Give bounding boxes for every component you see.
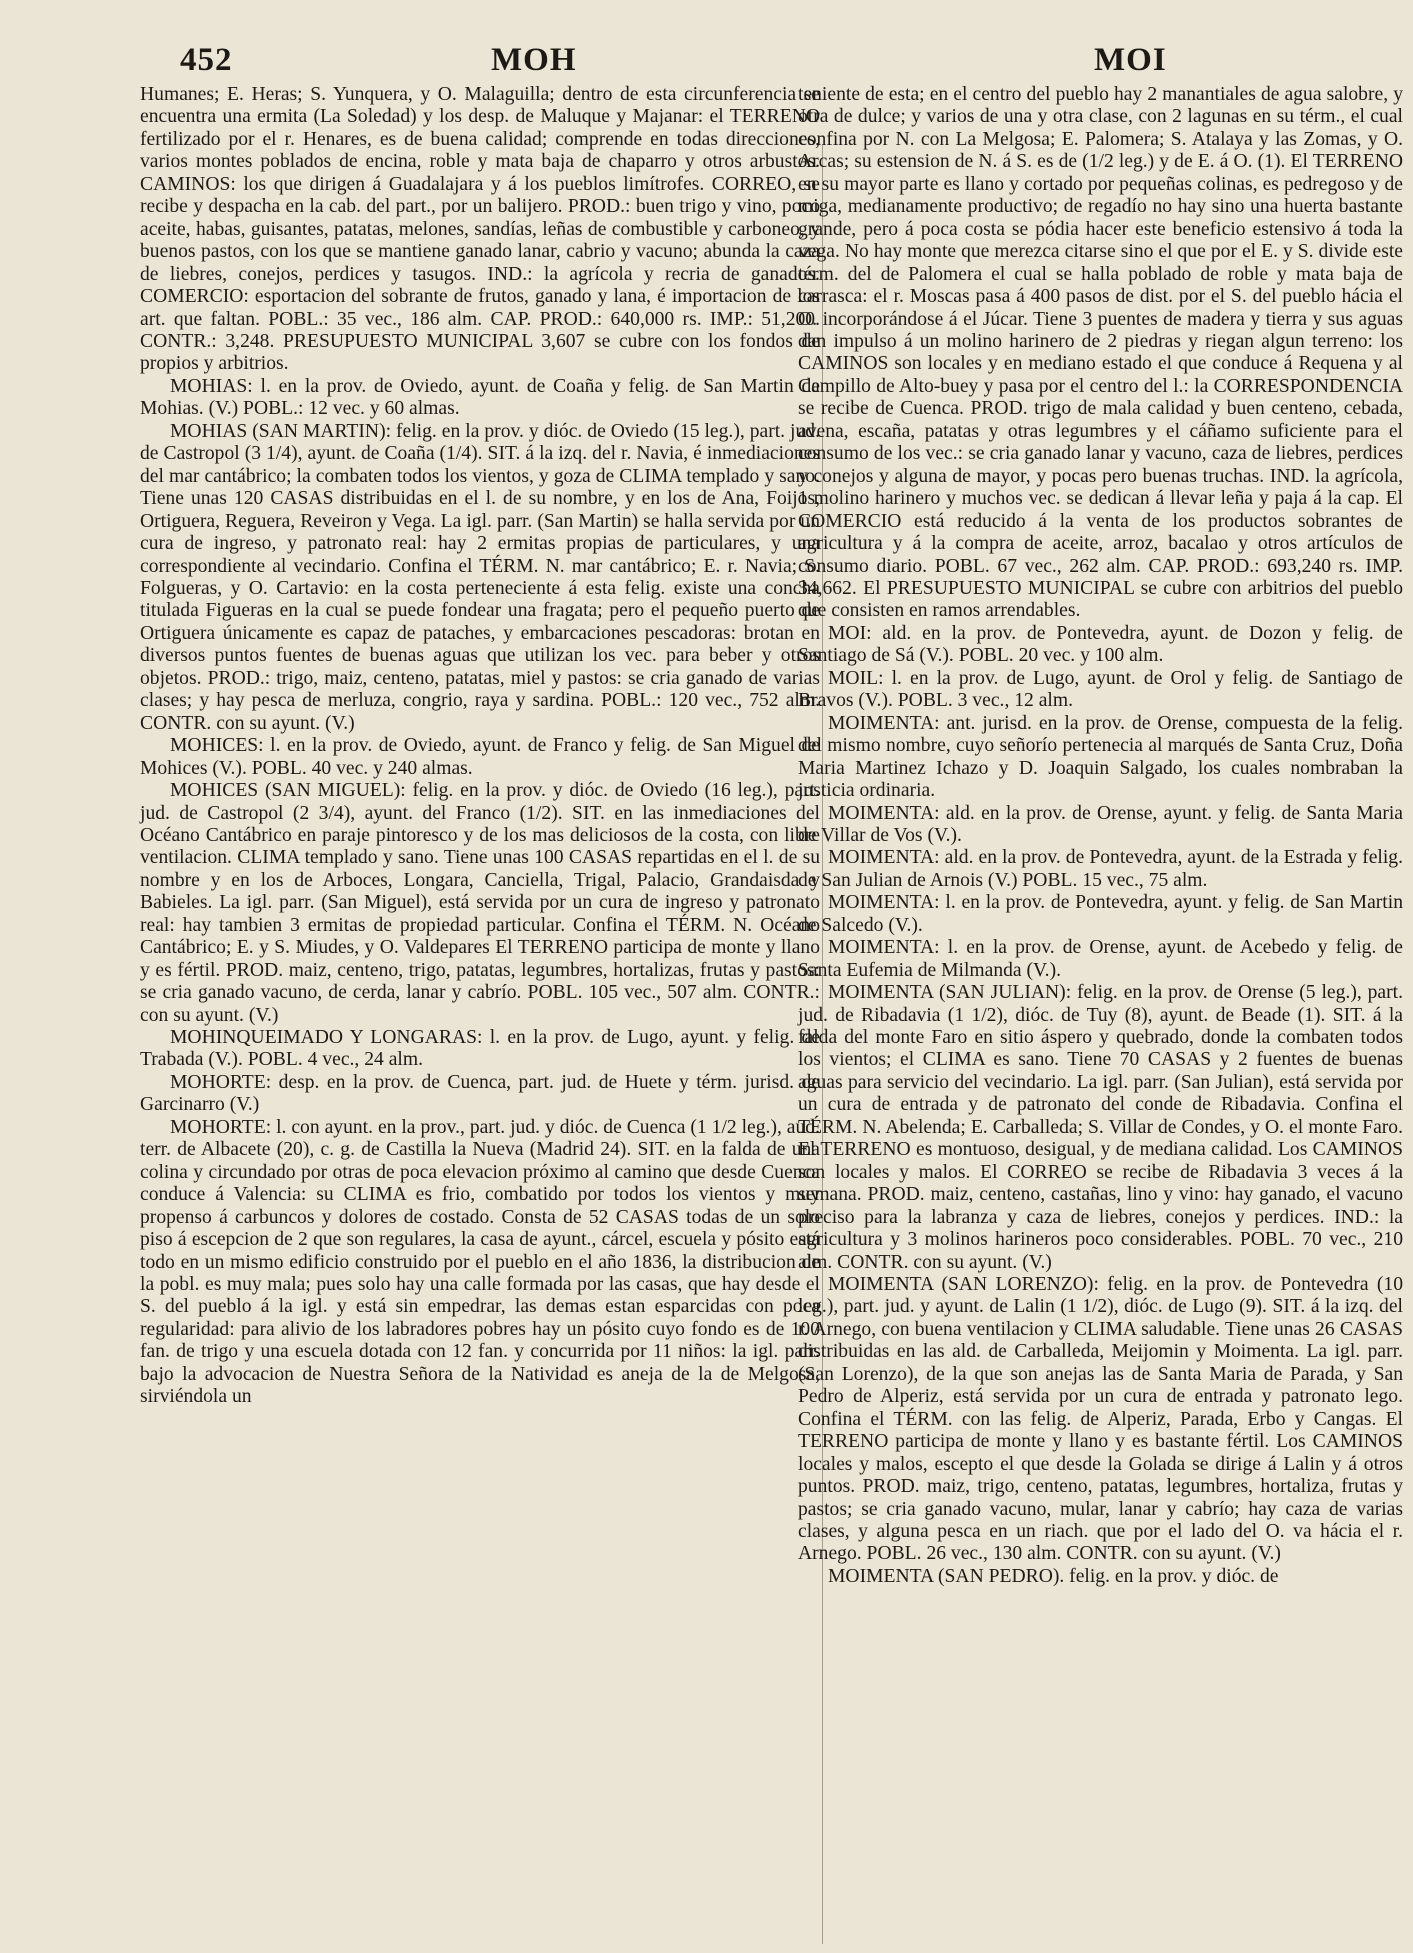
right-running-head: MOI <box>1094 42 1167 78</box>
entry-paragraph: MOIMENTA (SAN JULIAN): felig. en la prov. de Orense (5 leg.), part. jud. de Ribadavia (1 1/2), dióc. de Tuy (8), ayunt. de Beade (1). SIT. á la falda del monte Faro en sitio áspero y quebrado, donde la combaten todos los vientos; el CLIMA es sano. Tiene 70 CASAS y 2 fuentes de buenas aguas para servicio del vecindario. La igl. parr. (San Julian), está servida por un cura de entrada y de patronato del conde de Ribadavia. Confina el TÉRM. N. Abelenda; E. Carballeda; S. Villar de Condes, y O. el monte Faro. El TERRENO es montuoso, desigual, y de mediana calidad. Los CAMINOS son locales y malos. El CORREO se recibe de Ribadavia 3 veces á la semana. PROD. maiz, centeno, castañas, lino y vino: hay ganado, el vacuno preciso para la labranza y caza de liebres, conejos y perdices. IND.: la agricultura y 3 molinos harineros poco considerables. POBL. 70 vec., 210 alm. CONTR. con su ayunt. (V.) <box>798 982 1403 1273</box>
entry-paragraph: MOIMENTA: ald. en la prov. de Pontevedra, ayunt. de la Estrada y felig. de San Julian de Arnois (V.) POBL. 15 vec., 75 alm. <box>798 847 1403 891</box>
right-column <box>798 84 1403 1588</box>
page-number: 452 <box>180 42 233 78</box>
entry-paragraph: MOHIAS: l. en la prov. de Oviedo, ayunt. de Coaña y felig. de San Martin de Mohias. (V.) POBL.: 12 vec. y 60 almas. <box>140 375 820 420</box>
entry-paragraph: MOIMENTA: l. en la prov. de Orense, ayunt. de Acebedo y felig. de Santa Eufemia de Milmanda (V.). <box>798 937 1403 981</box>
entry-paragraph: MOI: ald. en la prov. de Pontevedra, ayunt. de Dozon y felig. de Santiago de Sá (V.). POBL. 20 vec. y 100 alm. <box>798 622 1403 667</box>
entry-paragraph: Humanes; E. Heras; S. Yunquera, y O. Malaguilla; dentro de esta circunferencia se encuentra una ermita (La Soledad) y los desp. de Maluque y Majanar: el TERRENO fertilizado por el r. Henares, es de buena calidad; comprende en todas direcciones, varios montes poblados de encina, roble y mata baja de chaparro y otros arbustos. CAMINOS: los que dirigen á Guadalajara y á los pueblos limítrofes. CORREO, se recibe y despacha en la cab. del part., por un balijero. PROD.: buen trigo y vino, poco aceite, habas, guisantes, patatas, melones, sandías, leñas de combustible y carboneo, y buenos pastos, con los que se mantiene ganado lanar, cabrio y vacuno; abunda la caza de liebres, conejos, perdices y tasugos. IND.: la agrícola y recria de ganados. COMERCIO: esportacion del sobrante de frutos, ganado y lana, é importacion de los art. que faltan. POBL.: 35 vec., 186 alm. CAP. PROD.: 640,000 rs. IMP.: 51,200. CONTR.: 3,248. PRESUPUESTO MUNICIPAL 3,607 se cubre con los fondos de propios y arbitrios. <box>140 84 820 375</box>
page-header <box>44 42 1383 84</box>
body-columns <box>44 84 1403 1944</box>
entry-paragraph: MOHORTE: l. con ayunt. en la prov., part. jud. y dióc. de Cuenca (1 1/2 leg.), aud. terr. de Albacete (20), c. g. de Castilla la Nueva (Madrid 24). SIT. en la falda de una colina y circundado por otras de poca elevacion próximo al camino que desde Cuenca conduce á Valencia: su CLIMA es frio, combatido por todos los vientos y muy propenso á carbuncos y dolores de costado. Consta de 52 CASAS todas de un solo piso á escepcion de 2 que son regulares, la casa de ayunt., cárcel, escuela y pósito está todo en un mismo edificio construido por el pueblo en el año 1836, la distribucion de la pobl. es muy mala; pues solo hay una calle formada por las casas, que hay desde el S. del pueblo á la igl. y está sin empedrar, las demas estan esparcidas con poca regularidad: para alivio de los labradores pobres hay un pósito cuyo fondo es de 100 fan. de trigo y una escuela dotada con 12 fan. y concurrida por 11 niños: la igl. parr. bajo la advocacion de Nuestra Señora de la Natividad es aneja de la de Melgosa, sirviéndola un <box>140 1116 820 1408</box>
entry-paragraph: MOHICES (SAN MIGUEL): felig. en la prov. y dióc. de Oviedo (16 leg.), part. jud. de Castropol (2 3/4), ayunt. del Franco (1/2). SIT. en las inmediaciones del Océano Cantábrico en paraje pintoresco y de los mas deliciosos de la costa, con libre ventilacion. CLIMA templado y sano. Tiene unas 100 CASAS repartidas en el l. de su nombre y en los de Arboces, Longara, Canciella, Trigal, Palacio, Grandaisda y Babieles. La igl. parr. (San Miguel), está servida por un cura de ingreso y patronato real: hay tambien 3 ermitas de propiedad particular. Confina el TÉRM. N. Océano Cantábrico; E. y S. Miudes, y O. Valdepares El TERRENO participa de monte y llano y es fértil. PROD. maiz, centeno, trigo, patatas, legumbres, hortalizas, frutas y pastos: se cria ganado vacuno, de cerda, lanar y cabrío. POBL. 105 vec., 507 alm. CONTR.: con su ayunt. (V.) <box>140 780 820 1026</box>
entry-paragraph: MOIMENTA: l. en la prov. de Pontevedra, ayunt. y felig. de San Martin de Salcedo (V.). <box>798 892 1403 936</box>
entry-paragraph: MOIL: l. en la prov. de Lugo, ayunt. de Orol y felig. de Santiago de Bravos (V.). POBL. 3 vec., 12 alm. <box>798 667 1403 712</box>
entry-paragraph: MOIMENTA: ant. jurisd. en la prov. de Orense, compuesta de la felig. del mismo nombre, cuyo señorío pertenecia al marqués de Santa Cruz, Doña Maria Martinez Ichazo y D. Joaquin Salgado, los cuales nombraban la justicia ordinaria. <box>798 712 1403 802</box>
entry-paragraph: MOHICES: l. en la prov. de Oviedo, ayunt. de Franco y felig. de San Miguel de Mohices (V.). POBL. 40 vec. y 240 almas. <box>140 735 820 779</box>
entry-paragraph: teniente de esta; en el centro del pueblo hay 2 manantiales de agua salobre, y otra de dulce; y varios de una y otra clase, con 2 lagunas en su térm., el cual confina por N. con La Melgosa; E. Palomera; S. Atalaya y las Zomas, y O. Arcas; su estension de N. á S. es de (1/2 leg.) y de E. á O. (1). El TERRENO en su mayor parte es llano y cortado por pequeñas colinas, es pedregoso y de miga, medianamente productivo; de regadío no hay sino una huerta bastante grande, pero á poca costa se pódia hacer este beneficio estensivo á toda la vega. No hay monte que merezca citarse sino el que por el E. y S. divide este térm. del de Palomera el cual se halla poblado de roble y mata baja de carrasca: el r. Moscas pasa á 400 pasos de dist. por el S. del pueblo hácia el O. incorporándose á el Júcar. Tiene 3 puentes de madera y tierra y sus aguas dan impulso á un molino harinero de 2 piedras y riegan algun terreno: los CAMINOS son locales y en mediano estado el que conduce á Requena y al Campillo de Alto-buey y pasa por el centro del l.: la CORRESPONDENCIA se recibe de Cuenca. PROD. trigo de mala calidad y buen centeno, cebada, avena, escaña, patatas y otras legumbres y el cáñamo suficiente para el consumo de los vec.: se cria ganado lanar y vacuno, caza de liebres, perdices y conejos y alguna de mayor, y pocas pero buenas truchas. IND. la agrícola, 1 molino harinero y muchos vec. se dedican á llevar leña y paja á la cap. El COMERCIO está reducido á la venta de los productos sobrantes de agricultura y á la compra de aceite, arroz, bacalao y otros artículos de consumo diario. POBL. 67 vec., 262 alm. CAP. PROD.: 693,240 rs. IMP. 34,662. El PRESUPUESTO MUNICIPAL se cubre con arbitrios del pueblo que consisten en ramos arrendables. <box>798 84 1403 622</box>
entry-paragraph: MOHIAS (SAN MARTIN): felig. en la prov. y dióc. de Oviedo (15 leg.), part. jud. de Castropol (3 1/4), ayunt. de Coaña (1/4). SIT. á la izq. del r. Navia, é inmediaciones del mar cantábrico; la combaten todos los vientos, y goza de CLIMA templado y sano. Tiene unas 120 CASAS distribuidas en el l. de su nombre, y en los de Ana, Foijos, Ortiguera, Reguera, Reveiron y Vega. La igl. parr. (San Martin) se halla servida por un cura de ingreso, y patronato real: hay 2 ermitas propias de particulares, y una correspondiente al vecindario. Confina el TÉRM. N. mar cantábrico; E. r. Navia; S. Folgueras, y O. Cartavio: en la costa perteneciente á esta felig. existe una concha titulada Figueras en la cual se puede fondear una fragata; pero el pequeño puerto de Ortiguera únicamente es capaz de pataches, y embarcaciones pescadoras: brotan en diversos puntos fuentes de buenas aguas que utilizan los vec. para beber y otros objetos. PROD.: trigo, maiz, centeno, patatas, miel y pastos: se cria ganado de varias clases; y hay pesca de merluza, congrio, raya y sardina. POBL.: 120 vec., 752 alm. CONTR. con su ayunt. (V.) <box>140 420 820 734</box>
entry-paragraph: MOIMENTA (SAN PEDRO). felig. en la prov. y dióc. de <box>828 1565 1279 1587</box>
entry-paragraph: MOHINQUEIMADO Y LONGARAS: l. en la prov. de Lugo, ayunt. y felig. de Trabada (V.). POBL. 4 vec., 24 alm. <box>140 1027 820 1071</box>
left-column <box>140 84 820 1409</box>
left-running-head: MOH <box>491 42 577 78</box>
entry-paragraph: MOHORTE: desp. en la prov. de Cuenca, part. jud. de Huete y térm. jurisd. de Garcinarro (V.) <box>140 1071 820 1116</box>
entry-paragraph: MOIMENTA: ald. en la prov. de Orense, ayunt. y felig. de Santa Maria de Villar de Vos (V.). <box>798 802 1403 846</box>
entry-paragraph: MOIMENTA (SAN LORENZO): felig. en la prov. de Pontevedra (10 leg.), part. jud. y ayunt. de Lalin (1 1/2), dióc. de Lugo (9). SIT. á la izq. del r. Arnego, con buena ventilacion y CLIMA saludable. Tiene unas 26 CASAS distribuidas en las ald. de Carballeda, Meijomin y Moimenta. La igl. parr. (San Lorenzo), de la que son anejas las de Santa Maria de Parada, y San Pedro de Alperiz, está servida por un cura de entrada y patronato lego. Confina el TÉRM. con las felig. de Alperiz, Parada, Erbo y Cangas. El TERRENO participa de monte y llano y es bastante fértil. Los CAMINOS locales y malos, escepto el que desde la Golada se dirige á Lalin y á otros puntos. PROD. maiz, trigo, centeno, patatas, legumbres, hortaliza, frutas y pastos; se cria ganado vacuno, mular, lanar y cabrío; hay caza de varias clases, y alguna pesca en un riach. que por el lado del O. va hácia el r. Arnego. POBL. 26 vec., 130 alm. CONTR. con su ayunt. (V.) <box>798 1274 1403 1565</box>
